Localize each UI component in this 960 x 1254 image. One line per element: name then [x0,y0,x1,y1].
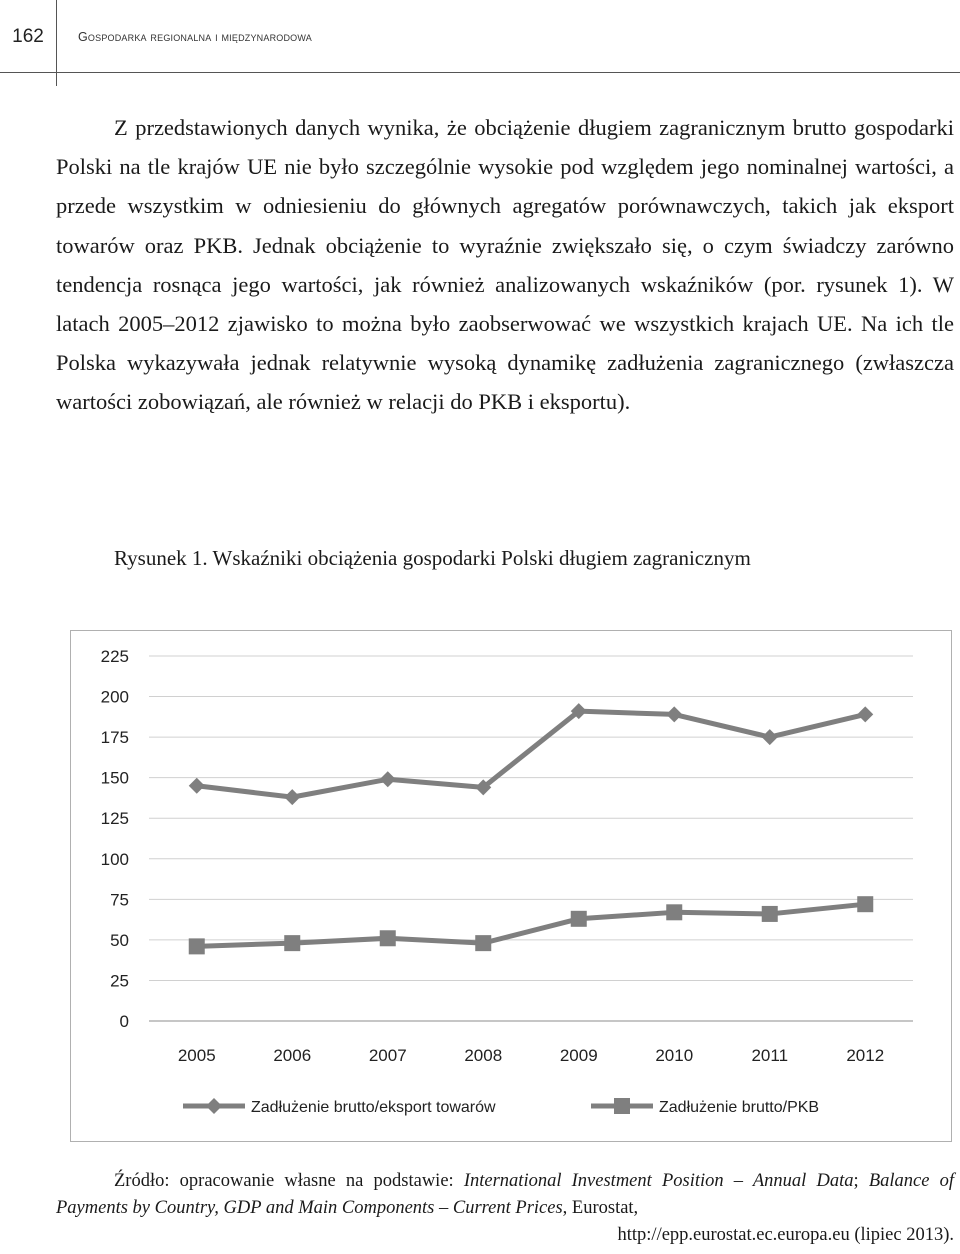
legend-label: Zadłużenie brutto/eksport towarów [251,1099,496,1116]
y-tick-label: 50 [110,930,129,950]
source-url: http://epp.eurostat.ec.europa.eu (lipiec 2013). [617,1225,954,1245]
y-tick-label: 175 [100,728,129,748]
running-title: Gospodarka regionalna i międzynarodowa [78,30,312,44]
data-point [189,778,205,794]
body-text [56,108,954,422]
line-chart [71,631,953,1143]
data-point [189,938,205,954]
y-tick-label: 150 [100,768,129,788]
data-point [380,771,396,787]
x-tick-label: 2008 [464,1046,503,1065]
x-tick-label: 2012 [846,1046,885,1065]
legend-label: Zadłużenie brutto/PKB [659,1099,820,1116]
x-tick-label: 2006 [273,1046,312,1065]
source-suffix: , Eurostat, [562,1198,639,1218]
chart-frame [70,630,952,1142]
x-tick-label: 2009 [559,1046,598,1065]
y-tick-label: 125 [100,809,129,829]
data-point [762,906,778,922]
x-tick-label: 2011 [751,1046,789,1065]
y-tick-label: 75 [110,890,129,910]
data-point [284,789,300,805]
x-tick-label: 2005 [177,1046,216,1065]
y-tick-label: 0 [119,1012,129,1031]
page-header [0,0,960,73]
data-point [571,911,587,927]
figure-source [56,1168,954,1249]
x-tick-label: 2010 [655,1046,694,1065]
legend-marker [206,1098,222,1114]
y-tick-label: 100 [100,849,129,869]
source-title-2: Balance of Payments by Country, GDP and Main Components – Current Prices [56,1171,954,1218]
body-paragraph: Z przedstawionych danych wynika, że obciążenie długiem zagranicznym brutto gospodarki Polski na tle krajów UE nie było szczególnie wysokie pod względem jego nominalnej wartości, a przede wszystkim w odniesieniu do głównych agregatów porównawczych, takich jak eksport towarów oraz PKB. Jednak obciążenie to wyraźnie zwiększało się, o czym świadczy zarówno tendencja rosnąca jego wartości, jak również analizowanych wskaźników (por. rysunek 1). W latach 2005–2012 zjawisko to można było zaobserwować we wszystkich krajach UE. Na ich tle Polska wykazywała jednak relatywnie wysoką dynamikę zadłużenia zagranicznego (zwłaszcza wartości zobowiązań, ale również w relacji do PKB i eksportu). [56,115,954,415]
data-point [666,706,682,722]
data-point [762,729,778,745]
data-point [857,706,873,722]
data-point [666,904,682,920]
data-point [284,935,300,951]
page-number: 162 [12,26,44,47]
data-point [475,935,491,951]
source-prefix: Źródło: opracowanie własne na podstawie: [114,1171,464,1191]
data-point [380,930,396,946]
series-line-1 [197,711,866,797]
data-point [857,896,873,912]
figure-caption: Rysunek 1. Wskaźniki obciążenia gospodarki Polski długiem zagranicznym [114,546,751,570]
y-tick-label: 25 [110,971,129,991]
header-divider [56,0,57,86]
y-tick-label: 225 [100,647,129,666]
y-tick-label: 200 [100,687,129,707]
x-tick-label: 2007 [368,1046,407,1065]
source-title-1: International Investment Position – Annual Data [463,1171,854,1191]
legend-marker [614,1098,630,1114]
source-separator: ; [853,1171,869,1191]
